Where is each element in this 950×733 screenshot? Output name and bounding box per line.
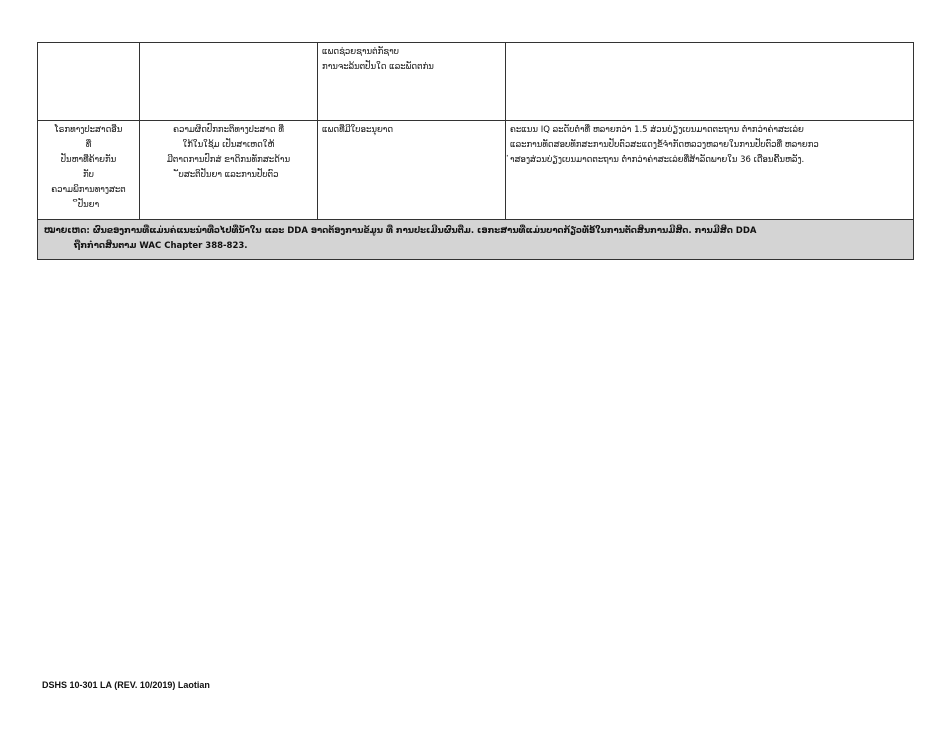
- table-row: [38, 43, 914, 121]
- table-cell-criteria: [506, 43, 914, 121]
- note-cell: [38, 220, 914, 260]
- table-cell-condition: [38, 43, 140, 121]
- note-row: [38, 220, 914, 260]
- cell-text-line: ມີຕາດການປົກສ່ ຂາດິກນທັກສະດ້ານ: [166, 155, 291, 165]
- table-cell-condition: [38, 121, 140, 220]
- cell-text-line: ແພດທ່ີມີໃບອະນຸຍາດ: [322, 125, 394, 135]
- form-id-footer: DSHS 10-301 LA (REV. 10/2019) Laotian: [42, 680, 210, 690]
- cell-text-line: ໂຣກທາງປະສາດອ່ີນ: [54, 125, 123, 135]
- cell-text-line: ແລະການທັດສອບທັກສະການປັບຕົວສະແດງຂໍ້ຈຳກັດຫລວງຫລາຍໃນການປັບຕົວທ່ີ ຫລາຍກວ: [510, 140, 819, 150]
- cell-text-line: ັບສະຕິປັນຍາ ແລະການປັບຕົວ: [178, 170, 279, 180]
- table-cell-professional: [318, 121, 506, 220]
- cell-text-line: ທ່ີ: [85, 140, 92, 150]
- table-cell-criteria: [506, 121, 914, 220]
- eligibility-table: [37, 42, 914, 260]
- cell-text-line: ຄວາມພິການທາງສະຕ: [51, 185, 126, 195]
- cell-text-line: ິປັນຍາ: [77, 200, 100, 210]
- table-cell-professional: [318, 43, 506, 121]
- note-text: ໝາຍເຫດ: ຜົນຂອງການທ່ີແມ່ນຄ່ແນະນຳທ່ີວໄປທ່ີນ້ຳໃນ ແລະ DDA ອາດຕ້ອງການຂ້ມູນ ທ່ີ ການປະເມີນຜົນຕ່ີມ. ເອກະສານທ່ີແມ່ນບາດກ້ຽວທັອ້ໃນການຕັດສິນການມີສິດ. ການມີສິດ DDA: [44, 226, 757, 236]
- cell-text-line: ຄວາມຜິດປົກກະຕິທາງປະສາດ ທ່ີ: [173, 125, 284, 135]
- cell-text-line: ການຈະລ້ນຕປັນໃດ ແລະພັດຕກ່ນ: [322, 62, 434, 72]
- cell-text-line: ່າສອງສ່ວນບ່ຽງເບນມາດຕະຖານ ຕ່ຳກວ່າຄ່າສະເລ່ຍທ່ີສ້າລັດພາຍໃນ 36 ເດືອນຄ້ີນຫລັງ.: [510, 155, 805, 165]
- note-text-reference: ຖືກກຳດສິນຕາມ WAC Chapter 388-823.: [74, 241, 248, 251]
- cell-text-line: ແພດຊ່ວຍຊານຕ່ກັຊາບ: [322, 47, 399, 57]
- cell-text-line: ກັບ: [82, 170, 94, 180]
- table-cell-description: [140, 43, 318, 121]
- table-row: [38, 121, 914, 220]
- cell-text-line: ປັນຫາທ່ີຄ້າຍກັນ: [60, 155, 117, 165]
- cell-text-line: ໃກ້ໃນໃຊ້ມ ເປັນສາເຫດໃຫ້: [182, 140, 275, 150]
- table-cell-description: [140, 121, 318, 220]
- cell-text-line: ຄະແນນ IQ ລະດັບຕ່ຳທ່ີ ຫລາຍກວ່າ 1.5 ສ່ວນບ່ຽງເບນມາດຕະຖານ ຕ່ຳກວ່າຄ່າສະເລ່ຍ: [510, 125, 804, 135]
